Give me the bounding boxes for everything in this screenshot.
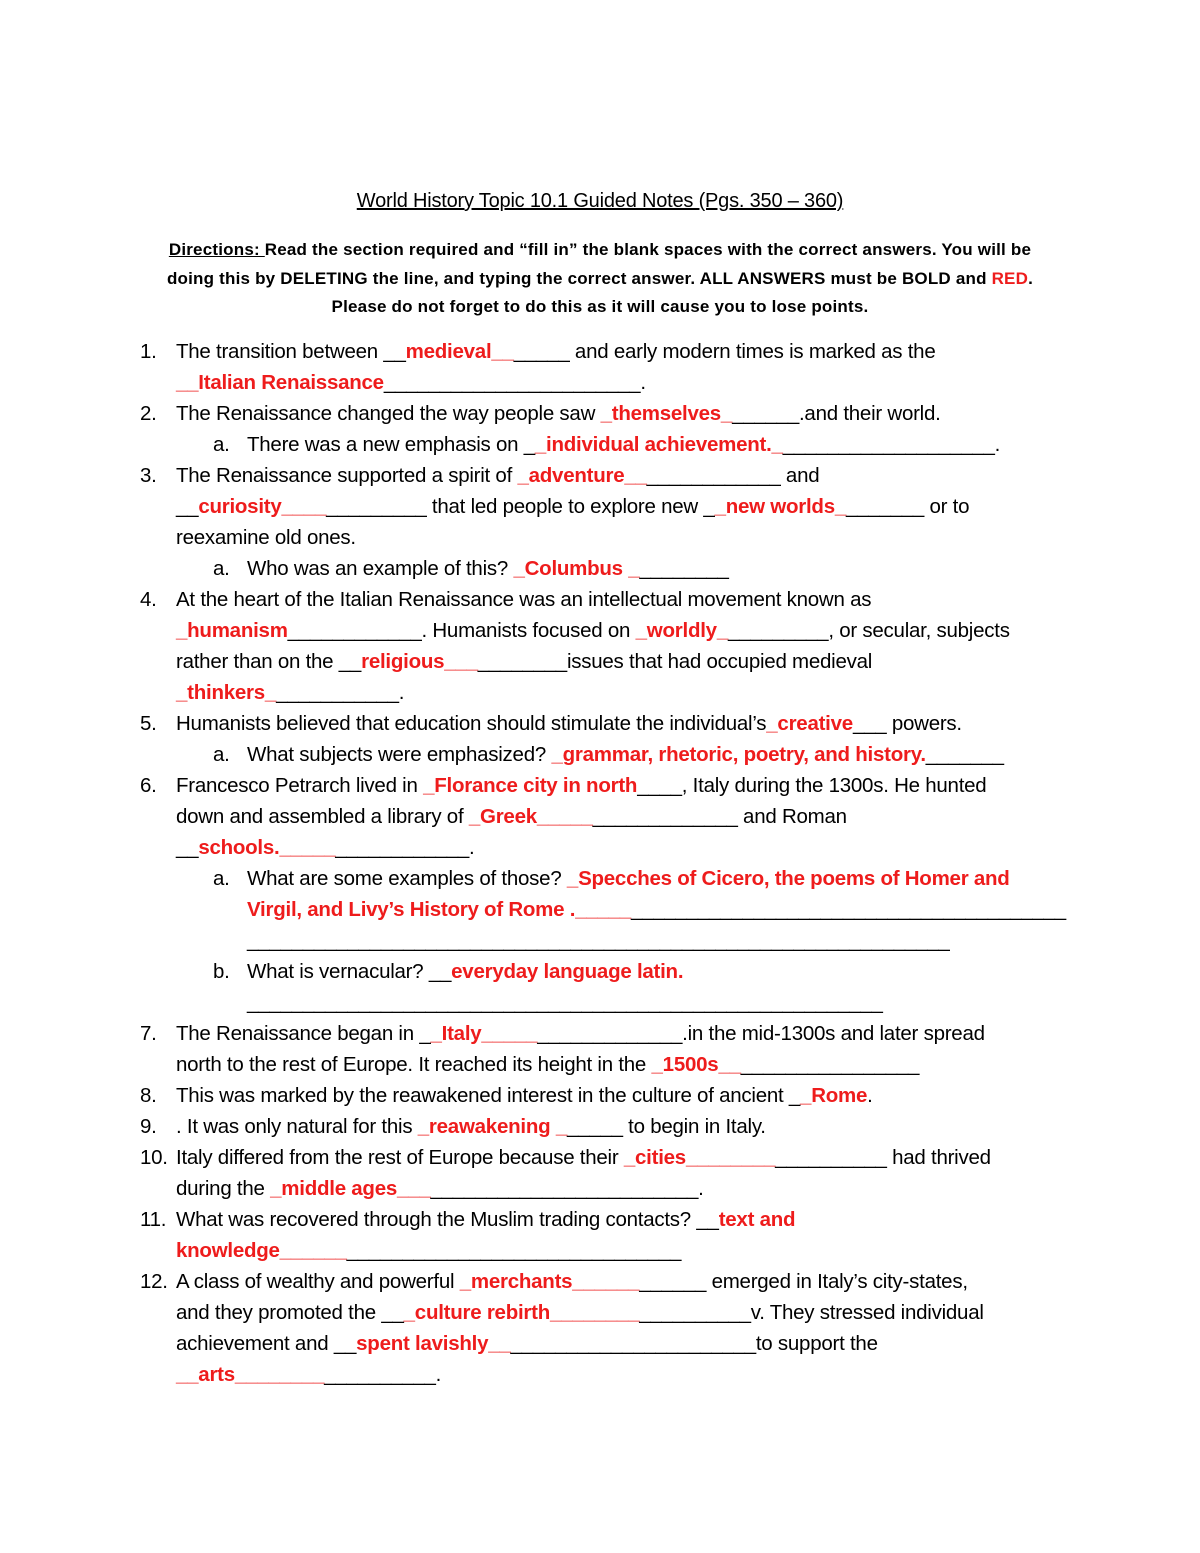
q12-answer-1[interactable]: _merchants______: [459, 1270, 640, 1293]
q1-text: _______________________.: [383, 371, 646, 394]
q9-answer-1[interactable]: _reawakening _: [417, 1115, 567, 1138]
q12-line-3: [176, 1328, 878, 1359]
q3-text: _______ or to: [846, 495, 970, 518]
q3a-answer[interactable]: _Columbus _: [513, 557, 640, 580]
q5-number: 5.: [140, 712, 157, 735]
q2-answer-1[interactable]: _themselves_: [600, 402, 733, 425]
q12-line-1: [176, 1266, 968, 1297]
q7-text: The Renaissance began in _: [176, 1022, 431, 1045]
q1-answer-2[interactable]: __Italian Renaissance: [176, 371, 384, 394]
q6b-line-2: _________________________________________________________: [247, 991, 883, 1014]
q1-line-2: [176, 367, 646, 398]
q5-line-1: [176, 708, 962, 739]
q10-number: 10.: [140, 1146, 168, 1169]
q10-answer-1[interactable]: _cities________: [623, 1146, 776, 1169]
q7-answer-2[interactable]: _1500s__: [651, 1053, 741, 1076]
q6-line-3: [176, 832, 475, 863]
q11-text: What was recovered through the Muslim trading contacts? __: [176, 1208, 719, 1231]
q6-line-1: [176, 770, 986, 801]
directions: [148, 236, 1052, 322]
q11-answer-2[interactable]: knowledge______: [176, 1239, 347, 1262]
q3-text: ____________ and: [646, 464, 820, 487]
q9-number: 9.: [140, 1115, 157, 1138]
q5a-answer[interactable]: _grammar, rhetoric, poetry, and history.: [551, 743, 926, 766]
q6a-label: a.: [213, 867, 230, 890]
q4-line-1: At the heart of the Italian Renaissance was an intellectual movement known as: [176, 588, 872, 611]
q5a-text: What subjects were emphasized?: [247, 743, 552, 766]
q2a-text: ___________________.: [782, 433, 1001, 456]
q6-text: _____________ and Roman: [592, 805, 847, 828]
q6a-line-1: [247, 863, 1010, 894]
q11-text: ______________________________: [346, 1239, 682, 1262]
q2a-text: There was a new emphasis on _: [247, 433, 535, 456]
q11-line-2: [176, 1235, 681, 1266]
q1-number: 1.: [140, 340, 157, 363]
q8-text: This was marked by the reawakened interest in the culture of ancient _: [176, 1084, 801, 1107]
q9-line-1: [176, 1111, 766, 1142]
q4-text: _________, or secular, subjects: [727, 619, 1010, 642]
q2a-line: [247, 429, 1000, 460]
q6a-text: What are some examples of those?: [247, 867, 567, 890]
q5a-text: _______: [925, 743, 1004, 766]
q2-text: ______.and their world.: [732, 402, 941, 425]
q6-text: Francesco Petrarch lived in: [176, 774, 424, 797]
q4-text: rather than on the __: [176, 650, 362, 673]
directions-text-2: . Please do not forget to do this as it will cause you to lose points.: [331, 268, 1034, 316]
q3-answer-3[interactable]: _new worlds_: [714, 495, 846, 518]
q5-text: ___ powers.: [852, 712, 962, 735]
q4-text: ________issues that had occupied medieval: [477, 650, 873, 673]
q3-line-2: [176, 491, 969, 522]
q12-line-4: [176, 1359, 441, 1390]
q11-line-1: [176, 1204, 795, 1235]
q1-answer-1[interactable]: medieval__: [405, 340, 514, 363]
q6b-label: b.: [213, 960, 230, 983]
q4-number: 4.: [140, 588, 157, 611]
q8-number: 8.: [140, 1084, 157, 1107]
q7-line-1: [176, 1018, 985, 1049]
q6a-line-3: _______________________________________________________________: [247, 929, 950, 952]
q5-text: Humanists believed that education should stimulate the individual’s: [176, 712, 767, 735]
q4-answer-2[interactable]: _worldly_: [635, 619, 728, 642]
q12-text: __________v. They stressed individual: [639, 1301, 984, 1324]
q4-line-4: [176, 677, 404, 708]
q6-text: ____________.: [335, 836, 475, 859]
q7-answer-1[interactable]: _Italy_____: [430, 1022, 538, 1045]
q2-line-1: [176, 398, 941, 429]
q2-number: 2.: [140, 402, 157, 425]
q6b-line-1: [247, 956, 683, 987]
q4-line-2: [176, 615, 1010, 646]
q12-text: achievement and __: [176, 1332, 357, 1355]
q8-text: .: [867, 1084, 873, 1107]
q9-text: _____ to begin in Italy.: [566, 1115, 766, 1138]
q1-line-1: [176, 336, 935, 367]
q5-answer-1[interactable]: _creative: [766, 712, 853, 735]
q6-text: __: [176, 836, 199, 859]
q12-text: A class of wealthy and powerful: [176, 1270, 460, 1293]
q7-text: _____________.in the mid-1300s and later spread: [537, 1022, 985, 1045]
q6-line-2: [176, 801, 847, 832]
q4-text: ____________. Humanists focused on: [287, 619, 636, 642]
q11-number: 11.: [140, 1208, 167, 1231]
q12-answer-2[interactable]: _culture rebirth________: [403, 1301, 640, 1324]
q5a-label: a.: [213, 743, 230, 766]
q4-answer-3[interactable]: religious___: [361, 650, 478, 673]
q3-line-3: reexamine old ones.: [176, 526, 356, 549]
q10-answer-2[interactable]: _middle ages___: [270, 1177, 431, 1200]
q12-line-2: [176, 1297, 984, 1328]
q5a-line: [247, 739, 1004, 770]
q11-answer-1[interactable]: text and: [718, 1208, 796, 1231]
q6-number: 6.: [140, 774, 157, 797]
q4-answer-4[interactable]: _thinkers_: [176, 681, 277, 704]
q1-text: _____ and early modern times is marked as the: [513, 340, 936, 363]
q6a-line-2: [247, 894, 1066, 925]
directions-label: Directions:: [168, 240, 265, 259]
q12-answer-4[interactable]: __arts________: [176, 1363, 325, 1386]
q4-line-3: [176, 646, 872, 677]
q6-answer-2[interactable]: _Greek_____: [468, 805, 593, 828]
q10-text: ________________________.: [430, 1177, 704, 1200]
q7-line-2: [176, 1049, 919, 1080]
q10-line-1: [176, 1142, 991, 1173]
q3-text: _________ that led people to explore new _: [326, 495, 715, 518]
q8-answer-1[interactable]: _Rome: [800, 1084, 868, 1107]
q7-text: ________________: [740, 1053, 920, 1076]
q6a-answer-2[interactable]: Virgil, and Livy’s History of Rome ._____: [247, 898, 631, 921]
q2-text: The Renaissance changed the way people saw: [176, 402, 601, 425]
q12-answer-3[interactable]: spent lavishly__: [356, 1332, 511, 1355]
q4-text: ___________.: [276, 681, 405, 704]
q6-answer-3[interactable]: schools._____: [198, 836, 336, 859]
q3-line-1: [176, 460, 819, 491]
q3-number: 3.: [140, 464, 157, 487]
q1-text: The transition between __: [176, 340, 406, 363]
page-title: World History Topic 10.1 Guided Notes (Pgs. 350 – 360): [356, 190, 844, 212]
q10-text: Italy differed from the rest of Europe because their: [176, 1146, 624, 1169]
q2a-label: a.: [213, 433, 230, 456]
q3-text: The Renaissance supported a spirit of: [176, 464, 518, 487]
q3a-label: a.: [213, 557, 230, 580]
q3a-line: [247, 553, 729, 584]
directions-red-word: RED: [991, 268, 1029, 288]
q10-line-2: [176, 1173, 704, 1204]
q3-answer-2[interactable]: curiosity____: [198, 495, 327, 518]
q6b-answer[interactable]: everyday language latin.: [451, 960, 684, 983]
q3a-text: ________: [639, 557, 729, 580]
q7-number: 7.: [140, 1022, 157, 1045]
q12-text: and they promoted the __: [176, 1301, 404, 1324]
q6a-answer-1[interactable]: _Specches of Cicero, the poems of Homer and: [566, 867, 1010, 890]
q6-text: down and assembled a library of: [176, 805, 469, 828]
q3-answer-1[interactable]: _adventure__: [517, 464, 647, 487]
q12-number: 12.: [140, 1270, 168, 1293]
q6a-text: _______________________________________: [630, 898, 1066, 921]
q12-text: __________.: [324, 1363, 442, 1386]
q2a-answer[interactable]: _individual achievement._: [534, 433, 783, 456]
q3a-text: Who was an example of this?: [247, 557, 514, 580]
q12-text: ______ emerged in Italy’s city-states,: [639, 1270, 968, 1293]
q10-text: __________ had thrived: [775, 1146, 991, 1169]
q6-text: ____, Italy during the 1300s. He hunted: [637, 774, 987, 797]
directions-text-1: Read the section required and “fill in” the blank spaces with the correct answers. You will be doing this by DELETING the line, and typing the correct answer. ALL ANSWERS must be BOLD and: [166, 240, 1032, 288]
q4-answer-1[interactable]: _humanism: [176, 619, 288, 642]
q8-line-1: [176, 1080, 873, 1111]
q7-text: north to the rest of Europe. It reached its height in the: [176, 1053, 652, 1076]
q9-text: . It was only natural for this: [176, 1115, 418, 1138]
q6-answer-1[interactable]: _Florance city in north: [423, 774, 638, 797]
q3-text: __: [176, 495, 199, 518]
q6b-text: What is vernacular? __: [247, 960, 452, 983]
q10-text: during the: [176, 1177, 271, 1200]
q12-text: ______________________to support the: [510, 1332, 878, 1355]
